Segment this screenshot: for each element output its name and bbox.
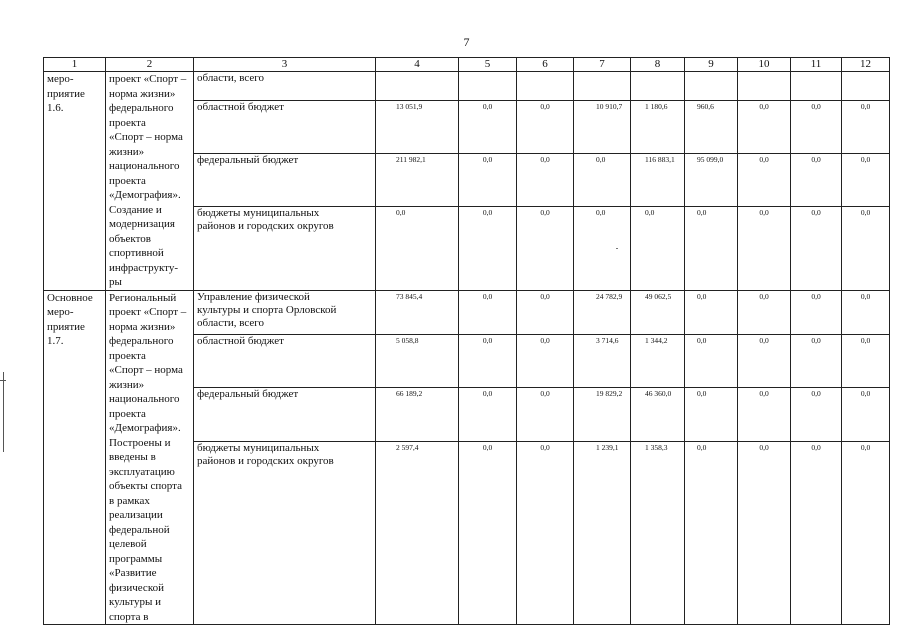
amount-cell: 66 189,2	[376, 388, 459, 441]
funding-source-cell: бюджеты муниципальных районов и городских округов	[194, 441, 376, 624]
amount-cell: 0,0	[631, 206, 685, 290]
column-number: 1	[44, 58, 106, 72]
amount-cell: 0,0	[738, 290, 791, 335]
amount-cell	[376, 72, 459, 101]
amount-cell: 2 597,4	[376, 441, 459, 624]
amount-cell: 0,0	[459, 153, 517, 206]
amount-cell: 0,0	[791, 335, 842, 388]
column-number: 4	[376, 58, 459, 72]
funding-source-cell: федеральный бюджет	[194, 153, 376, 206]
amount-cell	[517, 72, 574, 101]
amount-cell: 0,0	[685, 335, 738, 388]
funding-source-cell: федеральный бюджет	[194, 388, 376, 441]
column-number-row	[44, 58, 890, 72]
amount-cell: 0,0	[685, 388, 738, 441]
funding-source-cell: области, всего	[194, 72, 376, 101]
scan-margin-tick	[0, 380, 6, 381]
column-number: 11	[791, 58, 842, 72]
column-number: 10	[738, 58, 791, 72]
event-description-cell: проект «Спорт – норма жизни» федерального проекта «Спорт – норма жизни» национального проекта «Демография». Создание и модернизация объектов спортивной инфраструкту- ры	[106, 72, 194, 291]
amount-cell: 0,0	[517, 100, 574, 153]
column-number: 3	[194, 58, 376, 72]
amount-cell: 0,0	[574, 153, 631, 206]
amount-cell: 0,0	[842, 100, 890, 153]
amount-cell: 0,0	[791, 388, 842, 441]
scan-margin-mark	[3, 372, 5, 452]
amount-cell: 0,0	[738, 335, 791, 388]
amount-cell	[738, 72, 791, 101]
amount-cell: 73 845,4	[376, 290, 459, 335]
amount-cell: 0,0	[459, 290, 517, 335]
event-description-cell: Региональный проект «Спорт – норма жизни» федерального проекта «Спорт – норма жизни» национального проекта «Демография». Построены и введены в эксплуатацию объекты спорта в рамках реализации федеральной целевой программы «Развитие физической культуры и спорта в	[106, 290, 194, 625]
amount-cell	[791, 72, 842, 101]
amount-cell: 0,0	[517, 441, 574, 624]
amount-cell: 0,0	[517, 290, 574, 335]
amount-cell: 0,0	[842, 335, 890, 388]
amount-cell: 0,0	[459, 100, 517, 153]
amount-cell	[842, 72, 890, 101]
amount-cell: 5 058,8	[376, 335, 459, 388]
amount-cell: 0,0	[791, 153, 842, 206]
amount-cell: 1 344,2	[631, 335, 685, 388]
amount-cell	[631, 72, 685, 101]
amount-cell: 0,0	[376, 206, 459, 290]
page-number: 7	[463, 35, 470, 49]
amount-cell: 0,0	[842, 441, 890, 624]
column-number: 6	[517, 58, 574, 72]
amount-cell: 0,0	[842, 206, 890, 290]
amount-cell: 0,0	[738, 388, 791, 441]
amount-cell: 211 982,1	[376, 153, 459, 206]
amount-cell: 0,0	[738, 206, 791, 290]
amount-cell: 46 360,0	[631, 388, 685, 441]
column-number: 12	[842, 58, 890, 72]
amount-cell: 0,0	[459, 335, 517, 388]
amount-cell	[574, 72, 631, 101]
amount-cell: 24 782,9	[574, 290, 631, 335]
amount-cell: 13 051,9	[376, 100, 459, 153]
event-number-cell: Основное меро- приятие 1.7.	[44, 290, 106, 625]
column-number: 2	[106, 58, 194, 72]
funding-source-cell: бюджеты муниципальных районов и городских округов	[194, 206, 376, 290]
amount-cell: 0,0	[685, 290, 738, 335]
amount-cell: 0,0	[517, 206, 574, 290]
amount-cell: 0,0	[685, 441, 738, 624]
amount-cell: 0,0	[574, 206, 631, 290]
amount-cell: 116 883,1	[631, 153, 685, 206]
amount-cell: 49 062,5	[631, 290, 685, 335]
funding-source-cell: Управление физической культуры и спорта Орловской области, всего	[194, 290, 376, 335]
amount-cell: 0,0	[685, 206, 738, 290]
amount-cell: 3 714,6	[574, 335, 631, 388]
amount-cell: 1 180,6	[631, 100, 685, 153]
amount-cell: 0,0	[842, 153, 890, 206]
amount-cell: 0,0	[738, 100, 791, 153]
budget-table	[43, 57, 890, 625]
funding-source-cell: областной бюджет	[194, 335, 376, 388]
amount-cell: 0,0	[842, 290, 890, 335]
amount-cell	[459, 72, 517, 101]
amount-cell: 0,0	[459, 441, 517, 624]
column-number: 5	[459, 58, 517, 72]
amount-cell: 1 239,1	[574, 441, 631, 624]
amount-cell: 0,0	[459, 388, 517, 441]
table-row	[44, 290, 890, 335]
amount-cell: 1 358,3	[631, 441, 685, 624]
amount-cell: 960,6	[685, 100, 738, 153]
amount-cell: 0,0	[517, 335, 574, 388]
amount-cell: 0,0	[842, 388, 890, 441]
column-number: 7	[574, 58, 631, 72]
event-number-cell: меро- приятие 1.6.	[44, 72, 106, 291]
column-number: 9	[685, 58, 738, 72]
amount-cell: 95 099,0	[685, 153, 738, 206]
amount-cell: 0,0	[459, 206, 517, 290]
amount-cell: 0,0	[791, 441, 842, 624]
amount-cell: 0,0	[517, 153, 574, 206]
amount-cell: 0,0	[791, 100, 842, 153]
funding-source-cell: областной бюджет	[194, 100, 376, 153]
amount-cell: 19 829,2	[574, 388, 631, 441]
column-number: 8	[631, 58, 685, 72]
amount-cell: 0,0	[738, 441, 791, 624]
amount-cell: 0,0	[738, 153, 791, 206]
amount-cell: 10 910,7	[574, 100, 631, 153]
amount-cell	[685, 72, 738, 101]
amount-cell: 0,0	[517, 388, 574, 441]
amount-cell: 0,0	[791, 290, 842, 335]
table-row	[44, 72, 890, 101]
amount-cell: 0,0	[791, 206, 842, 290]
